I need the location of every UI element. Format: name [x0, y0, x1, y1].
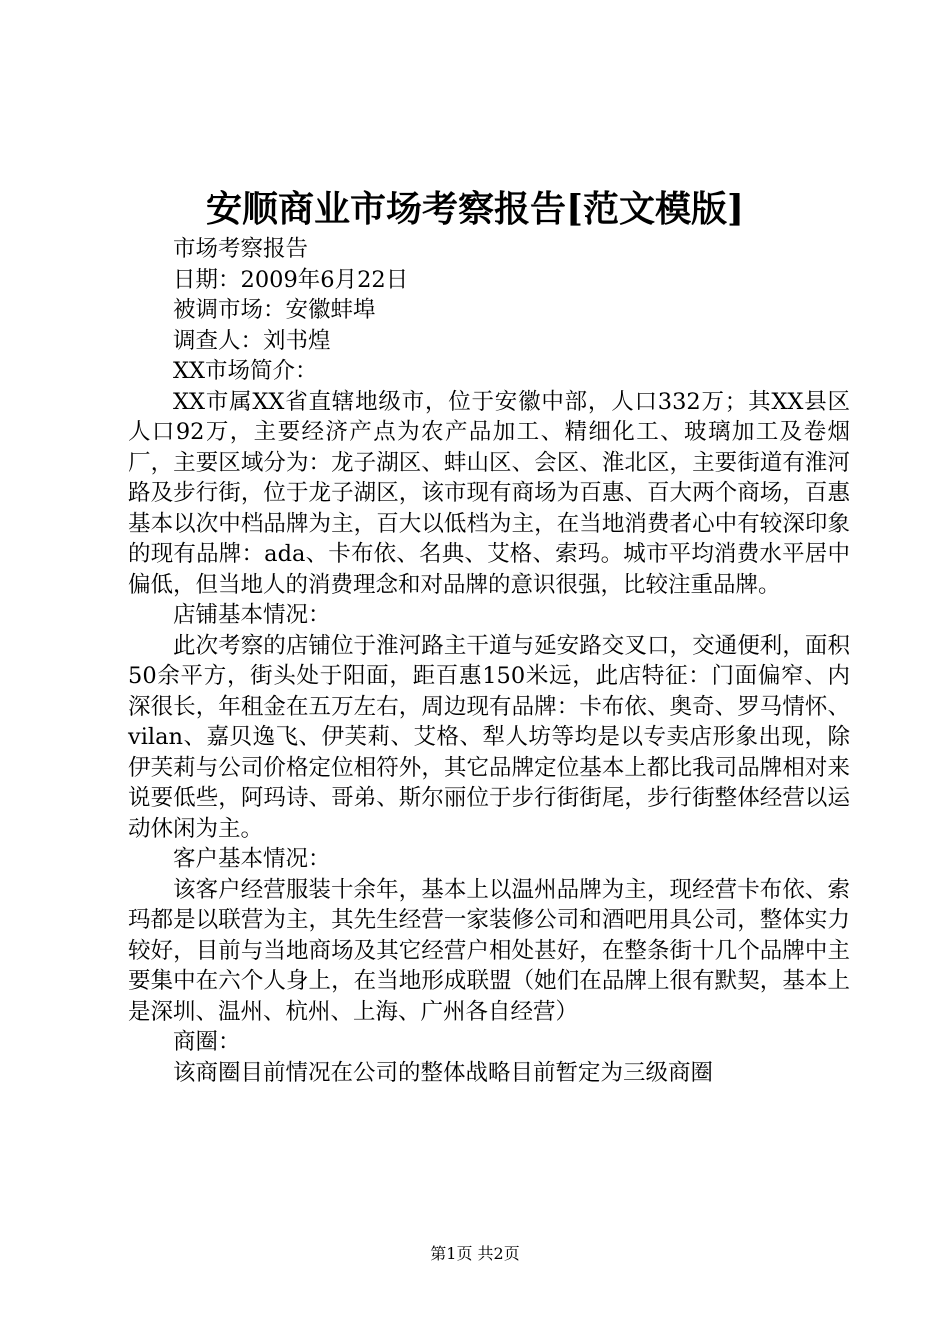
section-heading-store-info: 店铺基本情况：: [173, 602, 331, 628]
investigator: 调查人：刘书煌: [173, 327, 331, 354]
section-heading-customer-info: 客户基本情况：: [173, 846, 331, 872]
report-heading: 市场考察报告: [173, 236, 309, 262]
section-heading-trade-area: 商圈：: [173, 1029, 241, 1055]
document-title: 安顺商业市场考察报告[范文模版]: [205, 188, 745, 230]
document-body: [128, 234, 850, 1088]
report-date: 日期：2009年6月22日: [173, 266, 409, 293]
section-heading-market-intro: XX市场简介：: [173, 358, 318, 384]
paragraph-market-intro: XX市属XX省直辖地级市，位于安徽中部，人口332万；其XX县区人口92万，主要经济产点为农产品加工、精细化工、玻璃加工及卷烟厂，主要区域分为：龙子湖区、蚌山区、会区、淮北区，主要街道有淮河路及步行街，位于龙子湖区，该市现有商场为百惠、百大两个商场，百惠基本以次中档品牌为主，百大以低档为主，在当地消费者心中有较深印象的现有品牌：ada、卡布依、名典、艾格、索玛。城市平均消费水平居中偏低，但当地人的消费理念和对品牌的意识很强，比较注重品牌。: [128, 388, 850, 598]
page-footer: 第1页 共2页: [430, 1244, 520, 1263]
surveyed-market: 被调市场：安徽蚌埠: [173, 297, 376, 323]
paragraph-customer-info: 该客户经营服装十余年，基本上以温州品牌为主，现经营卡布依、索玛都是以联营为主，其先生经营一家装修公司和酒吧用具公司，整体实力较好，目前与当地商场及其它经营户相处甚好，在整条街十几个品牌中主要集中在六个人身上，在当地形成联盟（她们在品牌上很有默契，基本上是深圳、温州、杭州、上海、广州各自经营）: [128, 876, 850, 1025]
paragraph-trade-area: 该商圈目前情况在公司的整体战略目前暂定为三级商圈: [173, 1059, 714, 1086]
paragraph-store-info: 此次考察的店铺位于淮河路主干道与延安路交叉口，交通便利，面积50余平方，街头处于阳面，距百惠150米远，此店特征：门面偏窄、内深很长，年租金在五万左右，周边现有品牌：卡布依、奥奇、罗马情怀、vilan、嘉贝逸飞、伊芙莉、艾格、犁人坊等均是以专卖店形象出现，除伊芙莉与公司价格定位相符外，其它品牌定位基本上都比我司品牌相对来说要低些，阿玛诗、哥弟、斯尔丽位于步行街街尾，步行街整体经营以运动休闲为主。: [128, 632, 850, 842]
